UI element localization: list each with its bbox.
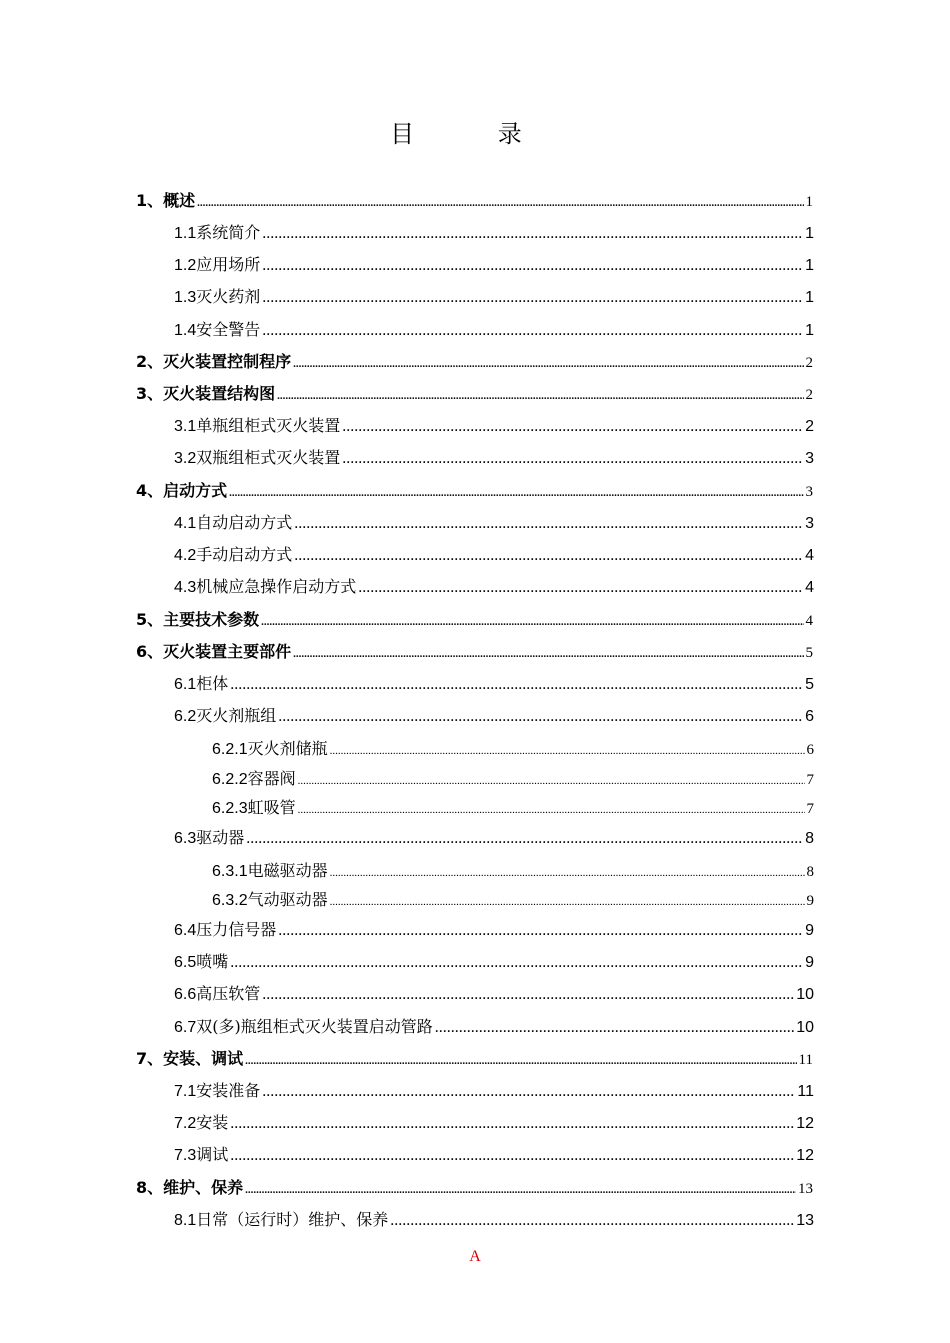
- toc-entry-title: 高压软管: [196, 984, 261, 1003]
- toc-entry-title: 安装准备: [196, 1081, 261, 1100]
- toc-entry-page-number: 1: [805, 289, 814, 306]
- toc-entry-title: 安全警告: [196, 320, 261, 339]
- toc-entry-page-number: 4: [805, 547, 814, 564]
- toc-entry[interactable]: [174, 917, 814, 940]
- toc-dot-leader: [342, 450, 803, 468]
- toc-entry-page-number: 7: [806, 772, 814, 788]
- toc-entry-page-number: 10: [796, 986, 814, 1003]
- toc-entry-number: 7.3: [174, 1147, 197, 1164]
- toc-entry[interactable]: [174, 284, 814, 307]
- toc-entry-page-number: 2: [805, 387, 813, 403]
- toc-entry[interactable]: [174, 317, 814, 340]
- toc-entry-number: 3、: [136, 384, 164, 403]
- toc-entry[interactable]: [174, 252, 814, 275]
- toc-entry-number: 7.2: [174, 1115, 197, 1132]
- toc-entry[interactable]: [174, 1207, 814, 1230]
- toc-entry-number: 4.1: [174, 515, 197, 532]
- toc-entry[interactable]: [136, 1175, 813, 1198]
- toc-entry[interactable]: [174, 445, 814, 468]
- toc-entry-title: 双(多)瓶组柜式灭火装置启动管路: [196, 1017, 433, 1036]
- toc-dot-leader: [293, 648, 803, 660]
- toc-entry-title: 机械应急操作启动方式: [196, 577, 357, 596]
- toc-entry-number: 1.2: [174, 257, 197, 274]
- toc-dot-leader: [262, 1083, 795, 1101]
- toc-entry-number: 3.2: [174, 450, 197, 467]
- toc-entry-page-number: 9: [806, 893, 814, 909]
- toc-dot-leader: [245, 1055, 796, 1067]
- toc-entry[interactable]: [174, 1014, 814, 1037]
- toc-dot-leader: [262, 986, 794, 1004]
- toc-entry-page-number: 6: [805, 708, 814, 725]
- toc-entry-number: 6.3: [174, 830, 197, 847]
- toc-entry-number: 6.2.3: [212, 800, 248, 817]
- toc-entry-title: 概述: [163, 191, 196, 210]
- toc-dot-leader: [245, 1184, 796, 1196]
- toc-entry-title: 灭火装置控制程序: [163, 352, 292, 371]
- toc-entry-number: 2、: [136, 352, 164, 371]
- toc-entry-page-number: 13: [798, 1181, 813, 1197]
- toc-entry-page-number: 12: [796, 1115, 814, 1132]
- toc-entry[interactable]: [212, 887, 814, 910]
- toc-dot-leader: [230, 1115, 794, 1133]
- toc-entry-page-number: 2: [805, 355, 813, 371]
- toc-entry-title: 调试: [196, 1145, 229, 1164]
- toc-entry-number: 5、: [136, 610, 164, 629]
- toc-entry[interactable]: [174, 510, 814, 533]
- toc-entry-title: 灭火剂瓶组: [196, 706, 277, 725]
- toc-entry[interactable]: [174, 1142, 814, 1165]
- toc-entry-number: 1、: [136, 191, 164, 210]
- toc-entry[interactable]: [174, 542, 814, 565]
- toc-dot-leader: [262, 289, 803, 307]
- toc-entry-number: 1.1: [174, 225, 197, 242]
- toc-entry-page-number: 2: [805, 418, 814, 435]
- toc-entry-page-number: 1: [805, 194, 813, 210]
- toc-dot-leader: [261, 616, 803, 628]
- toc-dot-leader: [197, 197, 803, 209]
- toc-entry-page-number: 9: [805, 954, 814, 971]
- toc-entry[interactable]: [212, 736, 814, 759]
- toc-entry-number: 6.2.1: [212, 741, 248, 758]
- toc-dot-leader: [278, 708, 803, 726]
- toc-entry[interactable]: [136, 478, 813, 501]
- toc-entry-number: 7.1: [174, 1083, 197, 1100]
- toc-entry-number: 6、: [136, 642, 164, 661]
- toc-entry-page-number: 11: [797, 1083, 814, 1100]
- toc-entry-title: 灭火剂储瓶: [247, 739, 328, 758]
- toc-entry-title: 应用场所: [196, 255, 261, 274]
- toc-entry[interactable]: [174, 413, 814, 436]
- toc-entry-number: 3.1: [174, 418, 197, 435]
- toc-entry-number: 6.3.2: [212, 892, 248, 909]
- toc-entry[interactable]: [174, 825, 814, 848]
- toc-entry-title: 柜体: [196, 674, 229, 693]
- toc-entry-page-number: 4: [805, 579, 814, 596]
- toc-entry[interactable]: [174, 1110, 814, 1133]
- toc-entry-title: 气动驱动器: [247, 890, 328, 909]
- toc-entry-number: 6.2: [174, 708, 197, 725]
- toc-dot-leader: [358, 579, 803, 597]
- toc-entry[interactable]: [212, 795, 814, 818]
- toc-dot-leader: [262, 322, 803, 340]
- toc-dot-leader: [330, 745, 805, 757]
- toc-entry-title: 手动启动方式: [196, 545, 293, 564]
- toc-entry[interactable]: [174, 703, 814, 726]
- toc-entry-number: 7、: [136, 1049, 164, 1068]
- toc-entry-page-number: 13: [796, 1212, 814, 1229]
- toc-dot-leader: [262, 225, 803, 243]
- toc-entry[interactable]: [174, 1078, 814, 1101]
- toc-entry-number: 4、: [136, 481, 164, 500]
- toc-entry-page-number: 6: [806, 742, 814, 758]
- toc-dot-leader: [229, 487, 803, 499]
- toc-entry-title: 系统简介: [196, 223, 261, 242]
- toc-entry-page-number: 7: [806, 801, 814, 817]
- toc-entry-page-number: 8: [805, 830, 814, 847]
- toc-entry-title: 双瓶组柜式灭火装置: [196, 448, 341, 467]
- toc-entry[interactable]: [174, 671, 814, 694]
- toc-entry-page-number: 1: [805, 322, 814, 339]
- toc-entry-number: 4.3: [174, 579, 197, 596]
- toc-entry-title: 自动启动方式: [196, 513, 293, 532]
- toc-dot-leader: [298, 775, 805, 787]
- toc-entry-number: 6.6: [174, 986, 197, 1003]
- toc-entry-number: 8、: [136, 1178, 164, 1197]
- toc-entry[interactable]: [136, 607, 813, 630]
- toc-entry[interactable]: [174, 574, 814, 597]
- toc-entry-page-number: 12: [796, 1147, 814, 1164]
- toc-entry-number: 6.4: [174, 922, 197, 939]
- toc-entry-title: 压力信号器: [196, 920, 277, 939]
- toc-entry-title: 灭火装置结构图: [163, 384, 276, 403]
- toc-entry-title: 虹吸管: [247, 798, 296, 817]
- toc-entry-title: 日常（运行时）维护、保养: [196, 1210, 389, 1229]
- toc-entry-page-number: 5: [805, 645, 813, 661]
- toc-entry-title: 安装、调试: [163, 1049, 244, 1068]
- toc-entry-number: 4.2: [174, 547, 197, 564]
- toc-dot-leader: [278, 922, 803, 940]
- toc-entry[interactable]: [212, 858, 814, 881]
- toc-dot-leader: [230, 676, 803, 694]
- page-title: 目 录: [390, 120, 560, 148]
- toc-entry-title: 主要技术参数: [163, 610, 260, 629]
- toc-dot-leader: [294, 515, 803, 533]
- toc-entry[interactable]: [136, 188, 813, 211]
- toc-dot-leader: [230, 954, 803, 972]
- toc-entry-title: 单瓶组柜式灭火装置: [196, 416, 341, 435]
- toc-entry-number: 1.4: [174, 322, 197, 339]
- toc-entry-page-number: 3: [805, 515, 814, 532]
- toc-entry-title: 灭火药剂: [196, 287, 261, 306]
- toc-dot-leader: [246, 830, 803, 848]
- toc-entry-number: 6.1: [174, 676, 197, 693]
- toc-entry-page-number: 3: [805, 484, 813, 500]
- toc-dot-leader: [277, 390, 803, 402]
- page-footer-label: A: [469, 1248, 481, 1265]
- toc-entry-page-number: 9: [805, 922, 814, 939]
- toc-entry-page-number: 1: [805, 257, 814, 274]
- toc-entry[interactable]: [136, 1046, 813, 1069]
- toc-entry[interactable]: [174, 949, 814, 972]
- toc-entry-title: 驱动器: [196, 828, 245, 847]
- toc-entry-page-number: 1: [805, 225, 814, 242]
- toc-entry-page-number: 5: [805, 676, 814, 693]
- toc-dot-leader: [293, 358, 803, 370]
- toc-entry-page-number: 8: [806, 864, 814, 880]
- toc-entry-title: 灭火装置主要部件: [163, 642, 292, 661]
- toc-entry-page-number: 4: [805, 613, 813, 629]
- toc-entry-title: 喷嘴: [196, 952, 229, 971]
- toc-dot-leader: [230, 1147, 794, 1165]
- toc-entry[interactable]: [136, 639, 813, 662]
- toc-dot-leader: [390, 1212, 794, 1230]
- toc-dot-leader: [342, 418, 803, 436]
- toc-entry[interactable]: [136, 381, 813, 404]
- toc-entry-title: 电磁驱动器: [247, 861, 328, 880]
- toc-entry[interactable]: [212, 766, 814, 789]
- toc-entry[interactable]: [174, 981, 814, 1004]
- toc-entry-page-number: 11: [798, 1052, 813, 1068]
- toc-dot-leader: [330, 896, 805, 908]
- toc-entry-number: 1.3: [174, 289, 197, 306]
- toc-entry-number: 6.2.2: [212, 771, 248, 788]
- toc-entry-number: 6.5: [174, 954, 197, 971]
- toc-entry-title: 安装: [196, 1113, 229, 1132]
- toc-entry[interactable]: [174, 220, 814, 243]
- toc-dot-leader: [435, 1019, 794, 1037]
- toc-entry-number: 6.3.1: [212, 863, 248, 880]
- toc-dot-leader: [294, 547, 803, 565]
- toc-entry-number: 8.1: [174, 1212, 197, 1229]
- toc-entry-number: 6.7: [174, 1019, 197, 1036]
- toc-dot-leader: [262, 257, 803, 275]
- toc-entry-page-number: 10: [796, 1019, 814, 1036]
- toc-entry-title: 维护、保养: [163, 1178, 244, 1197]
- toc-entry[interactable]: [136, 349, 813, 372]
- toc-entry-title: 启动方式: [163, 481, 228, 500]
- toc-dot-leader: [298, 804, 805, 816]
- toc-entry-page-number: 3: [805, 450, 814, 467]
- toc-entry-title: 容器阀: [247, 769, 296, 788]
- toc-dot-leader: [330, 867, 805, 879]
